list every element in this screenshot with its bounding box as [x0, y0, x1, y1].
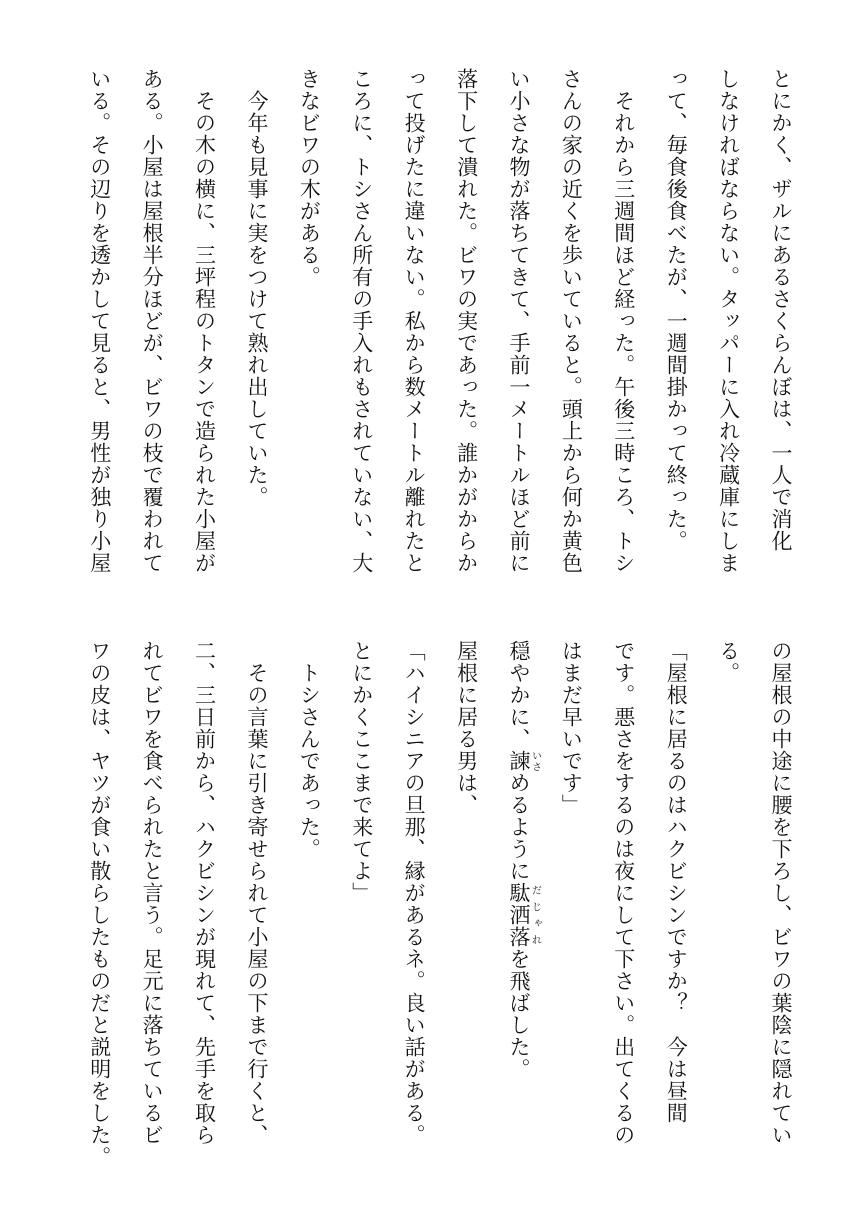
text-line: る。	[716, 640, 741, 684]
text-line: ころに、トシさん所有の手入れもされていない、大	[349, 68, 374, 574]
ruby-reading: いさ	[529, 750, 541, 772]
ruby-reading: だじゃれ	[529, 882, 541, 948]
text-line-with-ruby	[493, 640, 545, 1170]
text-block-bottom	[47, 640, 807, 1170]
text-line: とにかく、ザルにあるさくらんぼは、一人で消化	[769, 68, 793, 552]
text-line: その木の横に、三坪程のトタンで造られた小屋が	[192, 68, 217, 574]
text-block-top	[47, 68, 807, 583]
text-line: 「ハイシニアの旦那、縁があるネ。良い話がある。	[402, 640, 427, 1146]
ruby-isame	[506, 750, 541, 772]
text-line: トシさんであった。	[297, 640, 322, 860]
text-line: ワの皮は、ヤツが食い散らしたものだと説明をした。	[87, 640, 112, 1168]
text-line: 二、三日前から、ハクビシンが現れて、先手を取ら	[192, 640, 217, 1146]
text-line: とにかくここまで来てよ」	[349, 640, 374, 904]
text-line: それから三週間ほど経った。午後三時ころ、トシ	[611, 68, 636, 574]
ruby-base: 駄洒落	[506, 882, 531, 948]
text-line: れてビワを食べられたと言う。足元に落ちているビ	[140, 640, 165, 1146]
text-line: さんの家の近くを歩いていると。頭上から何か黄色	[559, 68, 584, 574]
text-line: い小さな物が落ちてきて、手前一メートルほど前に	[506, 68, 531, 574]
text-line: きなビワの木がある。	[297, 68, 322, 288]
text-line: 今年も見事に実をつけて熟れ出していた。	[244, 68, 269, 508]
text-fragment: を飛ばした。	[506, 948, 531, 1080]
text-line: その言葉に引き寄せられて小屋の下まで行くと、	[244, 640, 269, 1146]
text-fragment: ように	[506, 816, 531, 882]
text-line: 落下して潰れた。ビワの実であった。誰かがからか	[454, 68, 479, 574]
text-fragment: める	[506, 772, 531, 816]
ruby-base: 諫	[506, 750, 531, 772]
text-line: です。悪さをするのは夜にして下さい。出てくるの	[611, 640, 636, 1146]
text-line: はまだ早いです」	[559, 640, 584, 816]
text-line: しなければならない。タッパーに入れ冷蔵庫にしま	[716, 68, 741, 574]
ruby-dajare	[506, 882, 541, 948]
text-line: 「屋根に居るのはハクビシンですか？ 今は昼間	[664, 640, 689, 1124]
text-line: って、毎食後食べたが、一週間掛かって終った。	[664, 68, 689, 552]
text-line: いる。その辺りを透かして見ると、男性が独り小屋	[87, 68, 112, 574]
text-line: って投げたに違いない。私から数メートル離れたと	[402, 68, 427, 574]
text-line: の屋根の中途に腰を下ろし、ビワの葉陰に隠れてい	[769, 640, 793, 1146]
text-line: ある。小屋は屋根半分ほどが、ビワの枝で覆われて	[140, 68, 165, 574]
text-line: 屋根に居る男は、	[454, 640, 479, 816]
text-fragment: 穏やかに、	[506, 640, 531, 750]
